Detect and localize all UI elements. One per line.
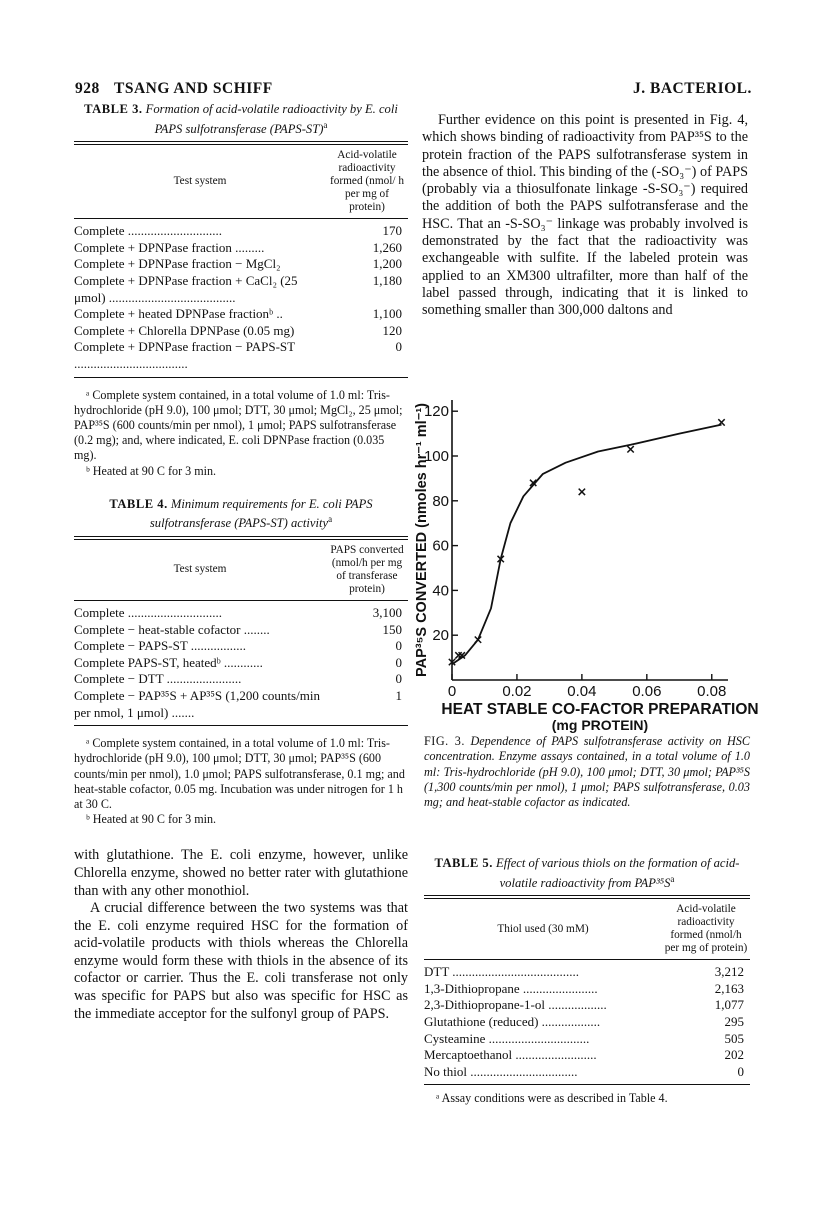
table-row: Mercaptoethanol ......................... 202 [424,1047,744,1063]
table3-caption [74,102,408,137]
table-row: 1,3-Dithiopropane ....................... 2,163 [424,980,744,996]
table4-col-test-system: Test system [173,563,227,576]
table4-col-paps-converted: PAPS converted (nmol/h per mg of transferase protein) [330,543,404,595]
table-row: DTT ....................................... 3,212 [424,964,744,980]
table-row: Complete PAPS-ST, heatedᵇ ............ 0 [74,654,402,670]
table-row: Complete − PAPS-ST ................. 0 [74,638,402,654]
table4-caption [74,497,408,532]
chart-layer [414,400,759,733]
y-axis-label: PAP³⁵S CONVERTED (nmoles hr⁻¹ ml⁻¹) [414,402,430,678]
table3-col-test-system: Test system [173,175,227,188]
table-row: Complete ............................. 3,100 [74,604,402,620]
table4-footnote-a: ᵃ Complete system contained, in a total volume of 1.0 ml: Tris-hydrochloride (pH 9.0), 100 μmol; DTT, 30 μmol; PAP³⁵S (600 counts/min per nmol), 1.0 μmol; PAPS sulfotransferase, 0.1 mg; and heat-stable cofactor, 0.05 mg. Incubation was under nitrogen for 1 h at 30 C. [74,736,405,811]
table-row: Complete − PAP³⁵S + AP³⁵S (1,200 counts/min per nmol, 1 μmol) ....... 1 [74,687,402,720]
data-point [579,489,585,495]
table3-footnote-a: ᵃ Complete system contained, in a total volume of 1.0 ml: Tris-hydrochloride (pH 9.0), 100 μmol; DTT, 30 μmol; MgCl₂, 25 μmol; PAP³⁵S (600 counts/min per nmol), 1 μmol; PAPS sulfotransferase (0.2 mg); and, where indicated, E. coli DPNPase fraction (0.035 mg). [74,387,403,463]
table3-body [74,223,408,372]
y-tick-label: 120 [423,403,449,421]
table5-block [424,856,750,1107]
x-axis-label: HEAT STABLE CO-FACTOR PREPARATION [441,701,759,718]
figure3-caption-text: Dependence of PAPS sulfotransferase activity on HSC concentration. Enzyme assays contained, in a total volume of 1.0 ml: Tris-hydrochloride (pH 9.0), 100 μmol; DTT, 30 μmol; PAP³⁵S (1,300 counts/min per nmol), 1 μmol; PAPS sulfotransferase, 0.03 mg; and heat-stable cofactor as indicated. [424,734,750,810]
table-row: Complete + heated DPNPase fractionᵇ .. 1,100 [74,306,402,322]
table4-label: TABLE 4. [109,496,168,511]
journal-name: J. BACTERIOL. [633,80,752,97]
table5-mark: a [670,873,675,884]
x-tick-label: 0.04 [567,683,597,700]
x-tick-label: 0.08 [697,683,727,700]
table3-label: TABLE 3. [84,102,143,116]
table4-title: Minimum requirements for E. coli PAPS sulfotransferase (PAPS-ST) activity [149,496,373,531]
table-row: Complete ............................. 170 [74,223,402,239]
series-line [452,425,722,665]
figure3-caption [424,734,750,810]
table4-footnote-b: ᵇ Heated at 90 C for 3 min. [86,812,217,827]
data-point [627,446,633,452]
table-row: Complete − heat-stable cofactor ........ 150 [74,621,402,637]
table5-body [424,964,750,1080]
x-tick-label: 0.02 [502,683,532,700]
table-row: 2,3-Dithiopropane-1-ol .................. 1,077 [424,997,744,1013]
right-paragraph-1: Further evidence on this point is presented in Fig. 4, which shows binding of radioactivity from PAP³⁵S to the protein fraction of the PAPS sulfotransferase system in the absence of thiol. This binding of the (-SO₃⁻) of PAPS (probably via a thiosulfonate linkage -S-SO₃⁻) required the addition of both the PAPS sulfotransferase and the HSC. That an -S-SO₃⁻ linkage was probably involved is demonstrated by the fact that the radioactivity was exchangeable with sulfite. If the labeled protein was applied to an XM300 ultrafilter, more than half of the label passed through, indicating that it is linked to something smaller than 300,000 daltons and [422,112,748,319]
table-row: Cysteamine ............................... 505 [424,1030,744,1046]
table3-col-radioactivity: Acid-volatile radioactivity formed (nmol/ h per mg of protein) [329,149,405,214]
left-paragraph-2: A crucial difference between the two systems was that the E. coli enzyme required HSC for the formation of acid-volatile products with thiols whereas the Chlorella enzyme would form these with thiols in the absence of its cofactor or carrier. Thus the E. coli transferase not only was specific for PAPS but also was specific for HSC as the immediate acceptor for the sulfonyl group of PAPS. [74,900,408,1022]
table5-title: Effect of various thiols on the formation of acid-volatile radioactivity from PAP³⁵S [496,856,740,890]
y-tick-label: 20 [432,627,449,645]
table-row: Complete + DPNPase fraction − MgCl₂ 1,200 [74,256,402,272]
x-axis-label-units: (mg PROTEIN) [551,717,649,733]
left-column [74,102,408,1023]
table-row: No thiol ................................. 0 [424,1063,744,1079]
table-row: Complete + DPNPase fraction − PAPS-ST ................................... 0 [74,339,402,371]
running-authors: TSANG AND SCHIFF [114,80,273,97]
y-tick-label: 80 [432,492,449,510]
left-paragraph-1: with glutathione. The E. coli enzyme, however, unlike Chlorella enzyme, showed no better rater with glutathione than with any other monothiol. [74,847,408,899]
table3-title: Formation of acid-volatile radioactivity by E. coli PAPS sulfotransferase (PAPS-ST) [145,102,398,136]
x-tick-label: 0.06 [632,683,662,700]
table-row: Glutathione (reduced) .................. 295 [424,1013,744,1029]
table4 [74,540,408,600]
page-number: 928 [75,80,100,97]
table5-col-radioactivity: Acid-volatile radioactivity formed (nmol/h per mg of protein) [664,903,748,955]
figure3-label: FIG. 3. [424,734,465,748]
y-tick-label: 40 [432,582,449,600]
table-row: Complete + DPNPase fraction + CaCl₂ (25 μmol) ....................................... 1,180 [74,272,402,305]
table3 [74,145,408,218]
y-tick-label: 100 [423,448,449,465]
table3-mark: a [323,119,328,130]
right-column [422,112,748,320]
x-tick-label: 0 [447,683,457,700]
table-row: Complete + Chlorella DPNPase (0.05 mg) 120 [74,322,402,338]
table5-label: TABLE 5. [434,856,493,870]
table5-caption [424,856,750,891]
table5-footnote-a: ᵃ Assay conditions were as described in Table 4. [436,1091,668,1106]
y-tick-label: 60 [432,537,449,555]
table-row: Complete − DTT ....................... 0 [74,671,402,687]
table4-mark: a [328,514,333,525]
table5-col-thiol: Thiol used (30 mM) [497,922,589,935]
table4-body [74,605,408,721]
figure3-chart [414,380,759,733]
table3-footnote-b: ᵇ Heated at 90 C for 3 min. [86,463,217,478]
table-row: Complete + DPNPase fraction ......... 1,260 [74,239,402,255]
table5 [424,899,750,959]
